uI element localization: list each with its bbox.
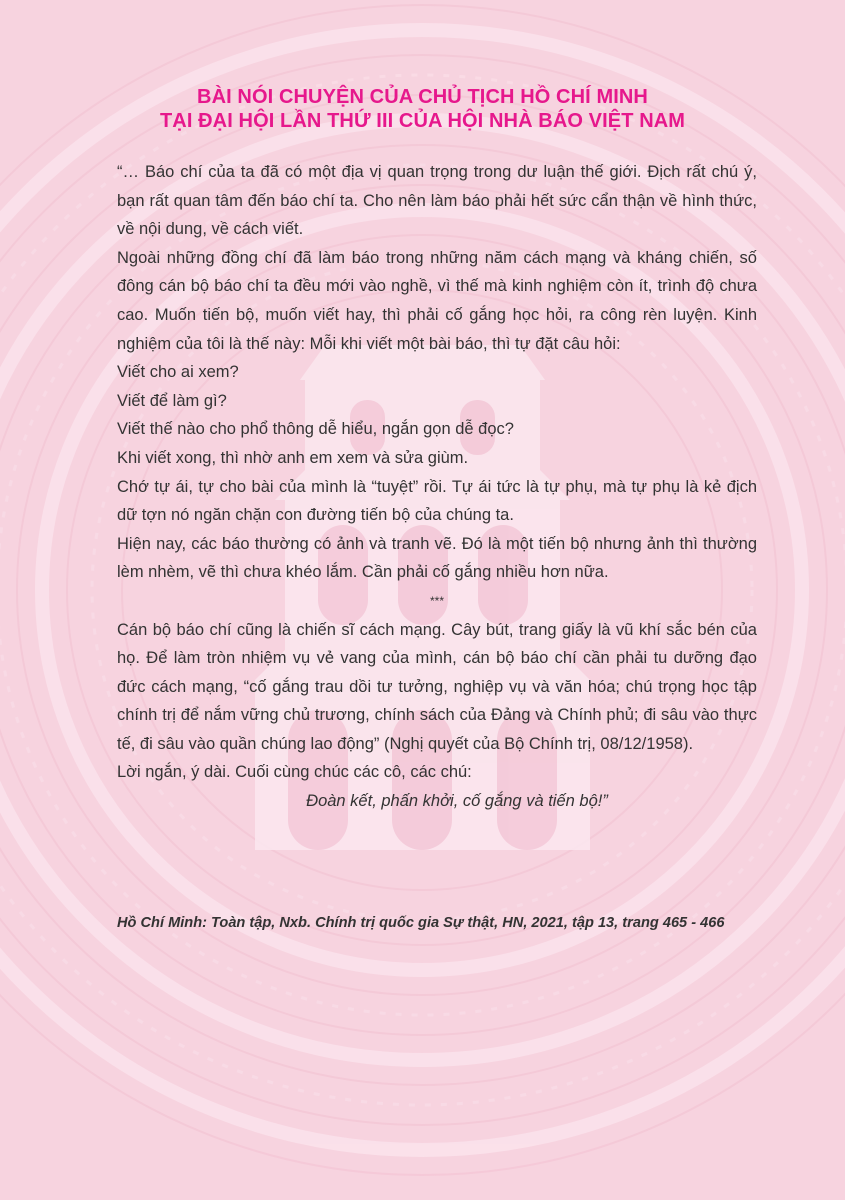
paragraph-journalists: Cán bộ báo chí cũng là chiến sĩ cách mạng. Cây bút, trang giấy là vũ khí sắc bén của họ. Để làm tròn nhiệm vụ vẻ vang của mình, cán bộ báo chí cần phải tu dưỡng đạo đức cách mạng, “cố gắng trau dồi tư tưởng, nghiệp vụ và văn hóa; chú trọng học tập chính trị để nắm vững chủ trương, chính sách của Đảng và Chính phủ; đi sâu vào thực tế, đi sâu vào quần chúng lao động” (Nghị quyết của Bộ Chính trị, 08/12/1958). xyxy=(117,620,757,753)
paragraph-closing-wish: Lời ngắn, ý dài. Cuối cùng chúc các cô, các chú: xyxy=(117,763,472,782)
paragraph-1 xyxy=(117,158,757,244)
document-title-line-2: TẠI ĐẠI HỘI LẦN THỨ III CỦA HỘI NHÀ BÁO VIỆT NAM xyxy=(159,110,686,132)
section-separator: *** xyxy=(429,593,444,608)
paragraph-review: Khi viết xong, thì nhờ anh em xem và sửa giùm. xyxy=(117,448,469,467)
question-1: Viết cho ai xem? xyxy=(117,363,239,382)
closing-line: Đoàn kết, phấn khởi, cố gắng và tiến bộ!” xyxy=(306,792,608,811)
paragraph-pride: Chớ tự ái, tự cho bài của mình là “tuyệt” rồi. Tự ái tức là tự phụ, mà tự phụ là kẻ địch dữ tợn nó ngăn chặn con đường tiến bộ của chúng ta. xyxy=(117,477,757,525)
question-3: Viết thế nào cho phổ thông dễ hiểu, ngắn gọn dễ đọc? xyxy=(117,420,514,439)
question-2: Viết để làm gì? xyxy=(117,391,227,410)
paragraph-images: Hiện nay, các báo thường có ảnh và tranh vẽ. Đó là một tiến bộ nhưng ảnh thì thường lèm nhèm, vẽ thì chưa khéo lắm. Cần phải cố gắng nhiều hơn nữa. xyxy=(117,534,757,582)
paragraph-2: Ngoài những đồng chí đã làm báo trong những năm cách mạng và kháng chiến, số đông cán bộ báo chí ta đều mới vào nghề, vì thế mà kinh nghiệm còn ít, trình độ chưa cao. Muốn tiến bộ, muốn viết hay, thì phải cố gắng học hỏi, ra công rèn luyện. Kinh nghiệm của tôi là thế này: Mỗi khi viết một bài báo, thì tự đặt câu hỏi: xyxy=(117,248,757,353)
speech-body xyxy=(117,158,757,816)
document-title-line-1: BÀI NÓI CHUYỆN CỦA CHỦ TỊCH HỒ CHÍ MINH xyxy=(197,86,648,108)
paragraph-1-text: “… Báo chí của ta đã có một địa vị quan trọng trong dư luận thế giới. Địch rất chú ý, bạn rất quan tâm đến báo chí ta. Cho nên làm báo phải hết sức cẩn thận về hình thức, về nội dung, về cách viết. xyxy=(117,163,757,239)
source-citation: Hồ Chí Minh: Toàn tập, Nxb. Chính trị quốc gia Sự thật, HN, 2021, tập 13, trang 465 - 466 xyxy=(117,915,725,931)
